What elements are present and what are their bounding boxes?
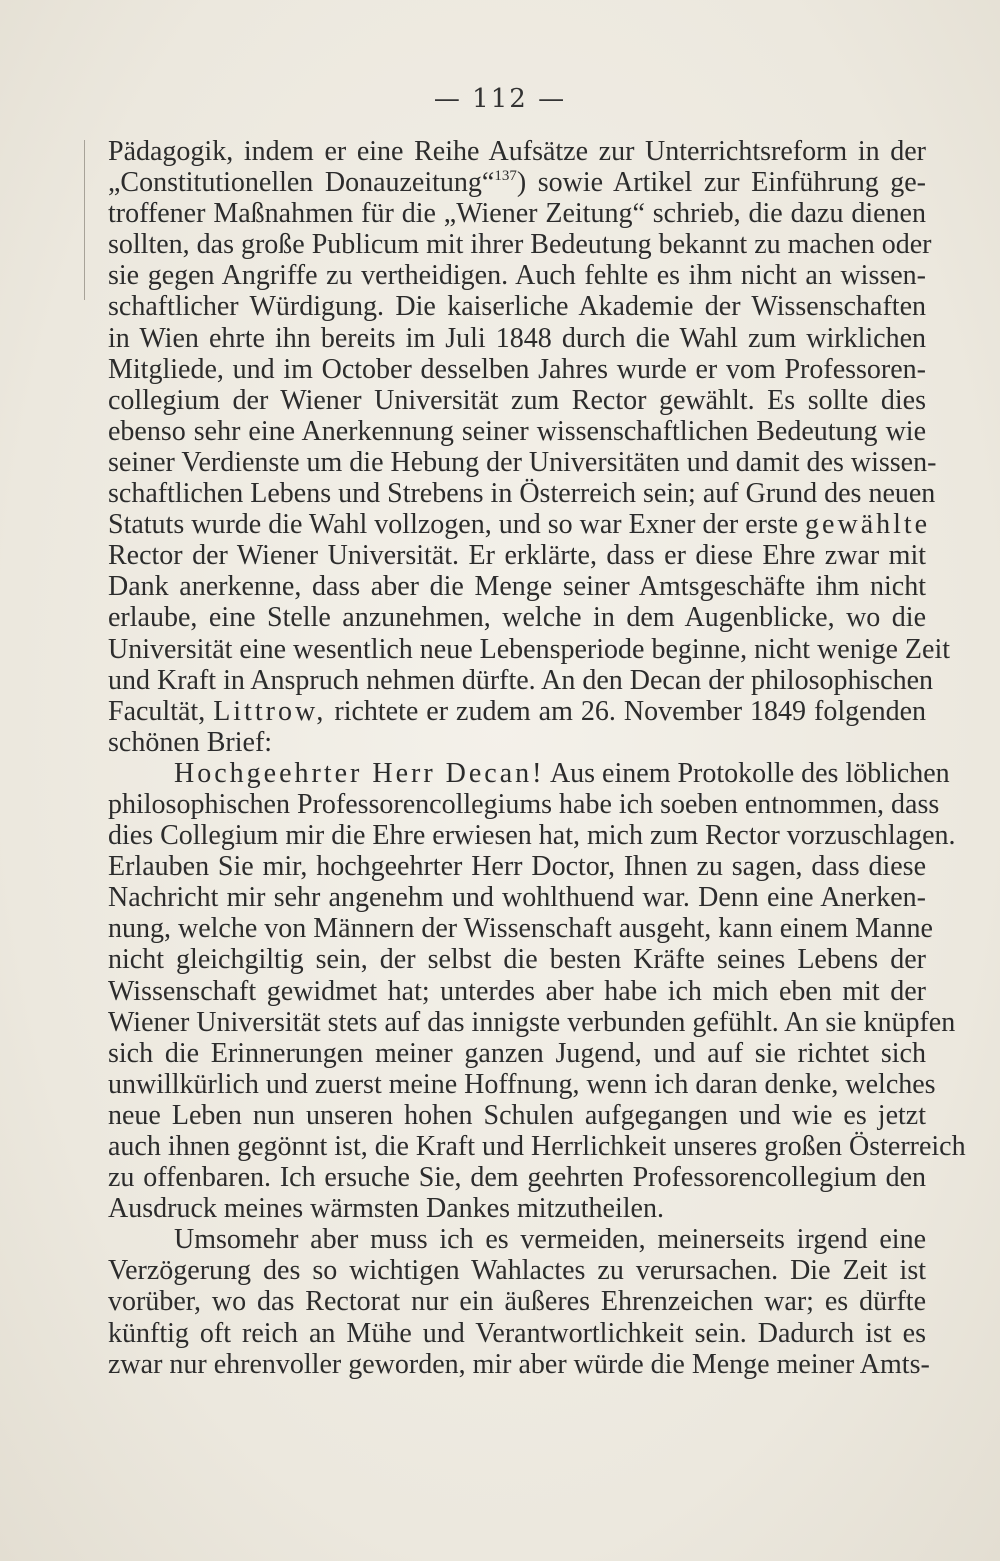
- text-line: neue Leben nun unseren hohen Schulen aufgegangen und wie es jetzt: [108, 1099, 926, 1131]
- text-line: schaftlichen Lebens und Strebens in Österreich sein; auf Grund des neuen: [108, 478, 936, 510]
- text-line: schaftlicher Würdigung. Die kaiserliche Akademie der Wissenschaften: [108, 291, 926, 323]
- text-line: Wissenschaft gewidmet hat; unterdes aber habe ich mich eben mit der: [108, 975, 926, 1007]
- text-line: unwillkürlich und zuerst meine Hoffnung, wenn ich daran denke, welches: [108, 1068, 936, 1100]
- text-line: vorüber, wo das Rectorat nur ein äußeres Ehrenzeichen war; es dürfte: [108, 1286, 926, 1318]
- text-line: Verzögerung des so wichtigen Wahlactes zu verursachen. Die Zeit ist: [108, 1255, 926, 1287]
- emphasized-word: gewählte: [805, 509, 931, 541]
- text-line: sollten, das große Publicum mit ihrer Bedeutung bekannt zu machen oder: [108, 229, 932, 261]
- body-text: [108, 136, 966, 1380]
- text-line: Erlauben Sie mir, hochgeehrter Herr Doctor, Ihnen zu sagen, dass diese: [108, 851, 926, 883]
- text-line: Statuts wurde die Wahl vollzogen, und so war Exner der erste gewählte: [108, 509, 931, 541]
- text-line: Universität eine wesentlich neue Lebensperiode beginne, nicht wenige Zeit: [108, 633, 951, 665]
- text-line: nung, welche von Männern der Wissenschaft ausgeht, kann einem Manne: [108, 913, 933, 945]
- text-line: collegium der Wiener Universität zum Rector gewählt. Es sollte dies: [108, 384, 926, 416]
- text-line: Rector der Wiener Universität. Er erklärte, dass er diese Ehre zwar mit: [108, 540, 926, 572]
- text-line: Dank anerkenne, dass aber die Menge seiner Amtsgeschäfte ihm nicht: [108, 571, 926, 603]
- text-line: nicht gleichgiltig sein, der selbst die besten Kräfte seines Lebens der: [108, 944, 926, 976]
- text-line: Hochgeehrter Herr Decan! Aus einem Protokolle des löblichen: [174, 757, 950, 789]
- text-line: sich die Erinnerungen meiner ganzen Jugend, und auf sie richtet sich: [108, 1037, 926, 1069]
- text-line: seiner Verdienste um die Hebung der Universitäten und damit des wissen-: [108, 446, 937, 478]
- text-line: erlaube, eine Stelle anzunehmen, welche in dem Augenblicke, wo die: [108, 602, 926, 634]
- emphasized-name: Littrow,: [213, 695, 327, 727]
- text-line: ebenso sehr eine Anerkennung seiner wissenschaftlichen Bedeutung wie: [108, 415, 926, 447]
- text-line: auch ihnen gegönnt ist, die Kraft und Herrlichkeit unseres großen Österreich: [108, 1131, 966, 1162]
- text-line: zwar nur ehrenvoller geworden, mir aber würde die Menge meiner Amts-: [108, 1348, 930, 1380]
- text-line: Facultät, Littrow, richtete er zudem am 26. November 1849 folgenden: [108, 695, 926, 727]
- text-line: philosophischen Professorencollegiums habe ich soeben entnommen, dass: [108, 788, 940, 820]
- text-line: dies Collegium mir die Ehre erwiesen hat, mich zum Rector vorzuschlagen.: [108, 820, 956, 852]
- text-line: Ausdruck meines wärmsten Dankes mitzutheilen.: [108, 1193, 664, 1225]
- text-line: schönen Brief:: [108, 726, 273, 758]
- margin-rule: [84, 140, 85, 300]
- text-line: zu offenbaren. Ich ersuche Sie, dem geehrten Professorencollegium den: [108, 1162, 926, 1194]
- text-line: sie gegen Angriffe zu vertheidigen. Auch fehlte es ihm nicht an wissen-: [108, 260, 926, 292]
- page-number: — 112 —: [433, 84, 567, 114]
- text-line: Nachricht mir sehr angenehm und wohlthuend war. Denn eine Anerken-: [108, 882, 926, 914]
- salutation: Hochgeehrter Herr Decan!: [174, 757, 545, 789]
- text-line: und Kraft in Anspruch nehmen dürfte. An den Decan der philosophischen: [108, 664, 934, 696]
- text-line: künftig oft reich an Mühe und Verantwortlichkeit sein. Dadurch ist es: [108, 1317, 926, 1349]
- text-line: troffener Maßnahmen für die „Wiener Zeitung“ schrieb, die dazu dienen: [108, 198, 926, 230]
- text-line: „Constitutionellen Donauzeitung“$^{137}$) sowie Artikel zur Einführung ge-: [108, 167, 926, 199]
- footnote-ref: 137: [494, 168, 517, 185]
- text-line: Wiener Universität stets auf das innigste verbunden gefühlt. An sie knüpfen: [108, 1006, 956, 1038]
- text-line: Umsomehr aber muss ich es vermeiden, meinerseits irgend eine: [174, 1224, 926, 1256]
- text-line: Mitgliede, und im October desselben Jahres wurde er vom Professoren-: [108, 353, 926, 385]
- text-line: in Wien ehrte ihn bereits im Juli 1848 durch die Wahl zum wirklichen: [108, 322, 926, 354]
- text-line: Pädagogik, indem er eine Reihe Aufsätze zur Unterrichtsreform in der: [108, 136, 926, 167]
